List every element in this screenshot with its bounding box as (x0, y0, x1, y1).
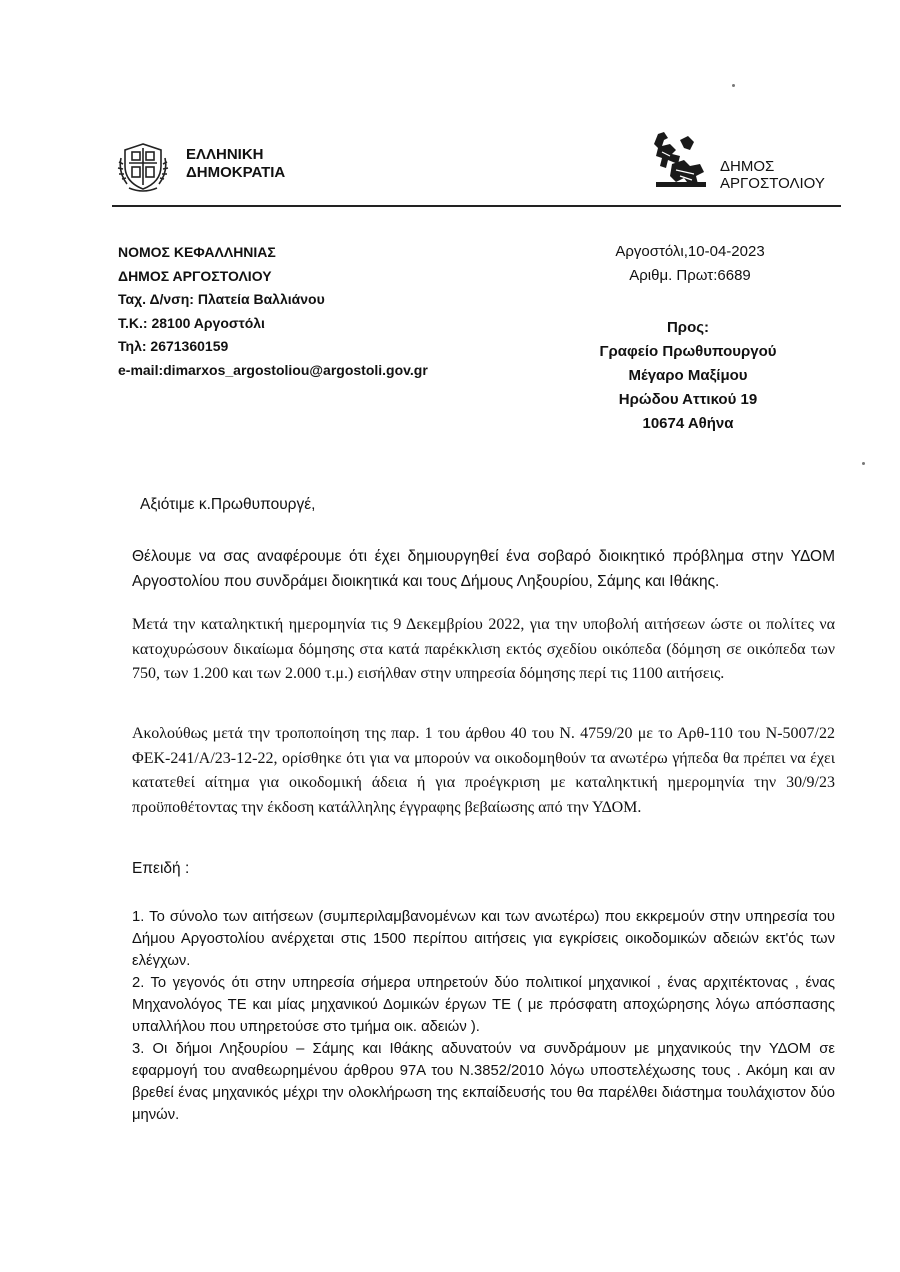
recipient-block (568, 316, 808, 436)
municipality-name (720, 158, 825, 192)
list-item: 1. Το σύνολο των αιτήσεων (συμπεριλαμβανομένων και των ανωτέρω) που εκκρεμούν στην υπηρεσία του Δήμου Αργοστολίου ανέρχεται στις 1500 περίπου αιτήσεις για εγκρίσεις οικοδομικών αδειών εκτ'ός των ελέγχων. (132, 909, 835, 969)
recipient-building: Μέγαρο Μαξίμου (628, 367, 748, 384)
whereas-heading: Επειδή : (132, 860, 190, 877)
protocol-number: Αριθμ. Πρωτ:6689 (629, 267, 751, 284)
paragraph-intro: Θέλουμε να σας αναφέρουμε ότι έχει δημιουργηθεί ένα σοβαρό διοικητικό πρόβλημα στην ΥΔΟΜ Αργοστολίου που συνδράμει διοικητικά και τους Δήμους Ληξουρίου, Σάμης και Ιθάκης. (132, 548, 835, 590)
municipality-name-line1: ΔΗΜΟΣ (720, 158, 775, 175)
salutation: Αξιότιμε κ.Πρωθυπουργέ, (140, 496, 316, 513)
paragraph-deadline: Μετά την καταληκτική ημερομηνία τις 9 Δεκεμβρίου 2022, για την υποβολή αιτήσεων ώστε οι πολίτες να κατοχυρώσουν δικαίωμα δόμησης στα κατά παρέκκλιση εκτός σχεδίου οικόπεδα (δόμηση σε οικόπεδα των 750, των 1.200 και των 2.000 τ.μ.) εισήλθαν στην υπηρεσία δόμησης περί τις 1100 αιτήσεις. (132, 616, 835, 682)
greek-republic-emblem-icon (115, 138, 171, 194)
sender-phone: Τηλ: 2671360159 (118, 338, 229, 354)
sender-email: e-mail:dimarxos_argostoliou@argostoli.gov.gr (118, 361, 428, 378)
place-date: Αργοστόλι,10-04-2023 (615, 243, 765, 260)
scan-mark (862, 462, 865, 465)
sender-block (118, 241, 428, 382)
recipient-city: 10674 Αθήνα (642, 415, 734, 432)
date-block (590, 240, 790, 288)
recipient-office: Γραφείο Πρωθυπουργού (599, 343, 777, 360)
municipality-logo-icon (650, 130, 712, 190)
recipient-street: Ηρώδου Αττικού 19 (618, 391, 758, 408)
recipient-label: Προς: (666, 319, 710, 336)
list-item: 2. Το γεγονός ότι στην υπηρεσία σήμερα υπηρετούν δύο πολιτικοί μηχανικοί , ένας αρχιτέκτονας , ένας Μηχανολόγος ΤΕ και μίας μηχανικού Δομικών έργων ΤΕ ( με πρόσφατη αποχώρησης λόγω απόσπασης υπαλλήλου που υπηρετούσε στο τμήμα οικ. αδειών ). (132, 975, 835, 1035)
sender-prefecture: ΝΟΜΟΣ ΚΕΦΑΛΛΗΝΙΑΣ (118, 244, 276, 260)
sender-address: Ταχ. Δ/νση: Πλατεία Βαλλιάνου (118, 291, 325, 307)
scan-mark (732, 84, 735, 87)
sender-municipality: ΔΗΜΟΣ ΑΡΓΟΣΤΟΛΙΟΥ (118, 267, 272, 284)
sender-postcode: Τ.Κ.: 28100 Αργοστόλι (118, 314, 265, 331)
whereas-list (132, 906, 835, 1126)
header-divider (112, 205, 841, 207)
list-item: 3. Οι δήμοι Ληξουρίου – Σάμης και Ιθάκης αδυνατούν να συνδράμουν με μηχανικούς την ΥΔΟΜ σε εφαρμογή του αναθεωρημένου άρθρου 97Α του Ν.3852/2010 λόγω υποστελέχωσης τους . Ακόμη και αν βρεθεί ένας μηχανικός μέχρι την ολοκλήρωση της εκπαίδευσής του θα παρέλθει διάστημα τουλάχιστον δύο μηνών. (132, 1041, 835, 1123)
state-name (186, 146, 285, 182)
municipality-name-line2: ΑΡΓΟΣΤΟΛΙΟΥ (720, 175, 825, 192)
state-name-line1: ΕΛΛΗΝΙΚΗ (186, 146, 264, 163)
state-name-line2: ΔΗΜΟΚΡΑΤΙΑ (186, 164, 286, 181)
paragraph-amendment: Ακολούθως μετά την τροποποίηση της παρ. 1 του άρθου 40 του Ν. 4759/20 με το Αρθ-110 του Ν-5007/22 ΦΕΚ-241/Α/23-12-22, ορίσθηκε ότι για να μπορούν να οικοδομηθούν τα ανωτέρω γήπεδα θα πρέπει να έχει κατατεθεί αίτημα για οικοδομική άδεια ή για προέγκριση με καταληκτική ημερομηνία την 30/9/23 προϋποθέτοντας την έκδοση κατάλληλης έγγραφης βεβαίωσης από την ΥΔΟΜ. (132, 725, 835, 816)
